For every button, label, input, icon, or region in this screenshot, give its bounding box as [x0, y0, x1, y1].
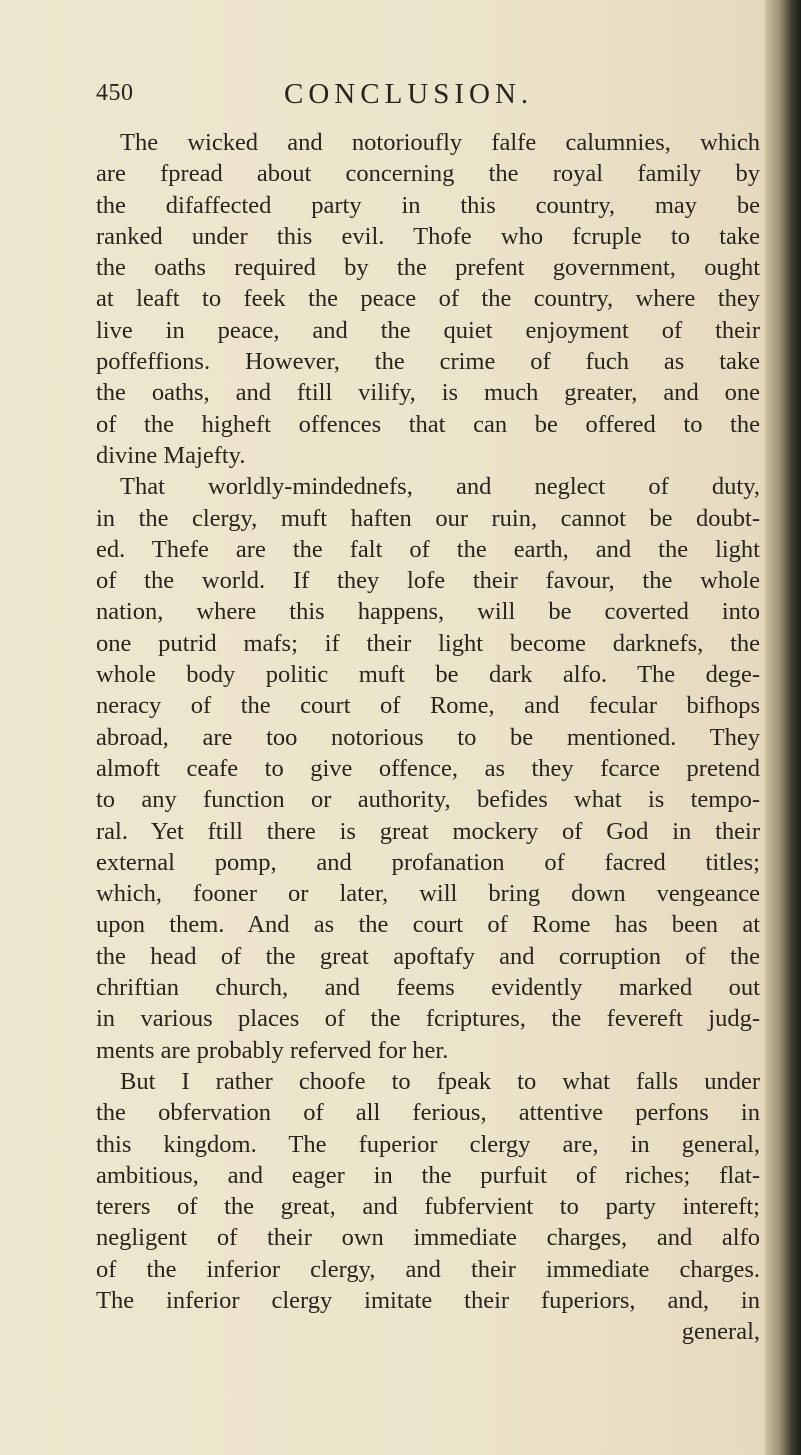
- text-line: upon them. And as the court of Rome has been at: [96, 911, 760, 939]
- book-binding-edge: [765, 0, 801, 1455]
- text-line: divine Majefty.: [96, 441, 246, 469]
- text-line: nation, where this happens, will be coverted into: [96, 598, 760, 626]
- text-line: ed. Thefe are the falt of the earth, and the light: [96, 535, 760, 563]
- text-line: the difaffected party in this country, may be: [96, 191, 760, 219]
- text-line: of the inferior clergy, and their immediate charges.: [96, 1255, 760, 1283]
- text-line: live in peace, and the quiet enjoyment of their: [96, 316, 760, 344]
- page-header: [96, 78, 756, 118]
- text-line: negligent of their own immediate charges, and alfo: [96, 1224, 760, 1252]
- text-line: almoft ceafe to give offence, as they fcarce pretend: [96, 754, 760, 782]
- text-line: The inferior clergy imitate their fuperiors, and, in: [96, 1286, 760, 1314]
- text-line: But I rather choofe to fpeak to what falls under: [120, 1067, 760, 1095]
- text-line: are fpread about concerning the royal family by: [96, 160, 760, 188]
- text-line: of the higheft offences that can be offered to the: [96, 410, 760, 438]
- text-line: The wicked and notorioufly falfe calumnies, which: [120, 129, 760, 156]
- text-line: ambitious, and eager in the purfuit of riches; flat-: [96, 1161, 760, 1189]
- body-text: [96, 127, 760, 1348]
- text-line: ral. Yet ftill there is great mockery of God in their: [96, 817, 760, 845]
- text-line: which, fooner or later, will bring down vengeance: [96, 880, 760, 908]
- page-number: 450: [96, 80, 134, 106]
- text-line: the head of the great apoftafy and corruption of the: [96, 942, 760, 970]
- text-line: terers of the great, and fubfervient to party intereft;: [96, 1193, 760, 1221]
- text-line: neracy of the court of Rome, and fecular bifhops: [96, 692, 760, 720]
- text-line: That worldly-mindednefs, and neglect of duty,: [120, 473, 760, 501]
- catchword: general,: [681, 1318, 760, 1346]
- text-line: one putrid mafs; if their light become darknefs, the: [96, 629, 760, 657]
- text-line: in various places of the fcriptures, the fevereft judg-: [96, 1005, 760, 1033]
- running-head: CONCLUSION.: [284, 78, 534, 110]
- text-line: of the world. If they lofe their favour, the whole: [96, 567, 760, 595]
- text-line: at leaft to feek the peace of the country, where they: [96, 285, 760, 313]
- text-line: chriftian church, and feems evidently marked out: [96, 974, 760, 1002]
- text-line: to any function or authority, befides what is tempo-: [96, 786, 760, 814]
- text-line: abroad, are too notorious to be mentioned. They: [96, 723, 760, 751]
- text-line: in the clergy, muft haften our ruin, cannot be doubt-: [96, 504, 760, 532]
- text-line: this kingdom. The fuperior clergy are, in general,: [96, 1130, 760, 1158]
- text-line: poffeffions. However, the crime of fuch as take: [96, 348, 760, 376]
- text-line: the obfervation of all ferious, attentive perfons in: [96, 1099, 760, 1127]
- text-line: the oaths, and ftill vilify, is much greater, and one: [96, 379, 760, 407]
- text-line: ranked under this evil. Thofe who fcruple to take: [96, 222, 760, 250]
- text-line: external pomp, and profanation of facred titles;: [96, 848, 760, 876]
- text-line: the oaths required by the prefent government, ought: [96, 254, 760, 282]
- text-line: ments are probably referved for her.: [96, 1036, 449, 1064]
- text-line: whole body politic muft be dark alfo. The dege-: [96, 661, 760, 689]
